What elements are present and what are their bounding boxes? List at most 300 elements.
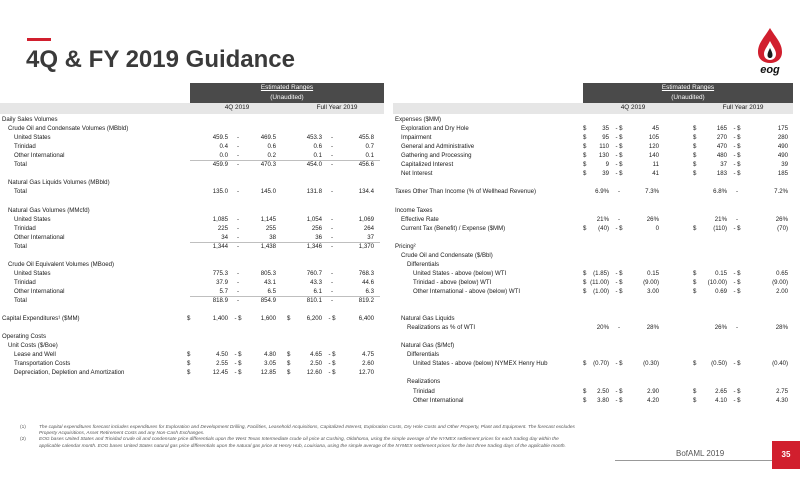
left-high-4q: 470.3	[260, 161, 276, 169]
left-row	[0, 233, 384, 242]
left-high-4q: 4.80	[264, 351, 276, 359]
right-currency-4q: $	[583, 287, 587, 295]
right-low-fy: 2.65	[715, 387, 727, 395]
right-estimated-ranges-header: Estimated Ranges	[583, 83, 793, 93]
right-low-fy: (10.00)	[707, 278, 727, 286]
left-row-label: Unit Costs ($/Boe)	[8, 342, 58, 350]
right-high-fy: 26%	[775, 215, 788, 223]
left-range-sep-fy: -	[330, 224, 334, 232]
left-range-sep-4q: -	[236, 161, 240, 169]
right-currency-4q: $	[583, 269, 587, 277]
left-low-4q: 0.0	[219, 152, 228, 160]
left-low-fy: 1,346	[306, 242, 322, 250]
left-row	[0, 278, 384, 287]
right-row-label: Capitalized Interest	[401, 161, 454, 169]
footer-event-label: BofAML 2019	[676, 449, 725, 458]
right-range-sep-fy: - $	[733, 387, 741, 395]
right-range-sep-4q: - $	[615, 278, 623, 286]
right-row	[393, 215, 793, 224]
left-total-rule	[190, 296, 380, 297]
right-range-sep-fy: - $	[733, 396, 741, 404]
right-row	[393, 187, 793, 196]
left-row-label: Natural Gas Liquids Volumes (MBbld)	[8, 179, 110, 187]
left-row	[0, 169, 384, 178]
right-range-sep-4q: -	[617, 324, 621, 332]
right-low-4q: (1.85)	[593, 269, 609, 277]
right-range-sep-fy: - $	[733, 161, 741, 169]
right-row-label: Taxes Other Than Income (% of Wellhead Revenue)	[395, 188, 537, 196]
left-low-fy: 1,054	[306, 215, 322, 223]
right-high-4q: 4.20	[647, 396, 659, 404]
left-range-sep-4q: - $	[234, 369, 242, 377]
left-row-label: Trinidad	[14, 143, 36, 151]
footnotes	[20, 425, 580, 450]
right-row-label: Differentials	[407, 351, 440, 359]
right-high-fy: 175	[777, 125, 788, 133]
right-high-4q: 28%	[646, 324, 659, 332]
left-high-fy: 819.2	[358, 297, 374, 304]
right-currency-4q: $	[583, 170, 587, 178]
right-low-fy: 480	[716, 152, 727, 160]
right-low-fy: 37	[720, 161, 727, 169]
right-currency-fy: $	[693, 269, 697, 277]
left-currency-4q: $	[187, 351, 191, 359]
right-range-sep-4q: -	[617, 188, 621, 196]
right-row-label: General and Administrative	[401, 143, 475, 151]
right-row-label: Crude Oil and Condensate ($/Bbl)	[401, 251, 493, 259]
right-row	[393, 350, 793, 359]
right-low-4q: 2.50	[597, 387, 609, 395]
right-range-sep-fy: - $	[733, 152, 741, 160]
right-row	[393, 377, 793, 386]
right-high-4q: 0.15	[647, 269, 659, 277]
left-range-sep-fy: -	[330, 233, 334, 241]
right-row	[393, 206, 793, 215]
left-row	[0, 196, 384, 205]
left-low-fy: 12.60	[306, 369, 322, 377]
left-total-rule	[190, 160, 380, 161]
right-low-4q: 95	[602, 134, 609, 142]
left-currency-4q: $	[187, 315, 191, 323]
right-currency-4q: $	[583, 224, 587, 232]
right-row-label: Pricing²	[395, 242, 416, 250]
right-high-4q: 105	[648, 134, 659, 142]
right-currency-fy: $	[693, 360, 697, 368]
right-high-4q: 7.3%	[645, 188, 659, 196]
left-total-rule	[190, 242, 380, 243]
right-high-4q: 120	[648, 143, 659, 151]
right-row-label: Impairment	[401, 134, 432, 142]
right-low-fy: (110)	[713, 224, 727, 232]
right-currency-fy: $	[693, 134, 697, 142]
right-row-label: Trinidad - above (below) WTI	[413, 278, 492, 286]
right-range-sep-4q: - $	[615, 360, 623, 368]
left-row-label: Total	[14, 188, 27, 196]
left-range-sep-fy: -	[330, 188, 334, 196]
left-low-fy: 810.1	[306, 297, 322, 304]
right-row-label: Income Taxes	[395, 206, 433, 214]
left-range-sep-4q: - $	[234, 360, 242, 368]
left-low-4q: 1,400	[212, 315, 228, 323]
right-currency-4q: $	[583, 396, 587, 404]
left-high-4q: 3.05	[264, 360, 276, 368]
logo-text: eog	[760, 64, 780, 76]
left-range-sep-fy: -	[330, 134, 334, 142]
right-low-4q: 20%	[596, 324, 609, 332]
right-range-sep-fy: -	[735, 324, 739, 332]
left-low-4q: 34	[221, 233, 228, 241]
right-row	[393, 341, 793, 350]
right-row-label: Current Tax (Benefit) / Expense ($MM)	[401, 224, 506, 232]
left-row-label: Other International	[14, 152, 65, 160]
right-low-4q: (0.70)	[593, 360, 609, 368]
right-range-sep-4q: - $	[615, 125, 623, 133]
left-row-label: Total	[14, 242, 27, 250]
right-row-label: Effective Rate	[401, 215, 439, 223]
right-low-4q: 110	[599, 143, 609, 151]
left-range-sep-4q: -	[236, 269, 240, 277]
left-currency-4q: $	[187, 369, 191, 377]
right-high-fy: 490	[777, 152, 788, 160]
left-low-4q: 37.9	[216, 278, 228, 286]
left-range-sep-4q: -	[236, 152, 240, 160]
footnote	[20, 425, 580, 437]
right-row	[393, 124, 793, 133]
right-row	[393, 142, 793, 151]
left-currency-fy: $	[287, 351, 291, 359]
right-low-4q: 35	[602, 125, 609, 133]
right-high-fy: 39	[781, 161, 788, 169]
footnote-text: EOG bases United States and Trinidad crude oil and condensate price differentials upon the West Texas Intermediate crude oil price at Cushing, Oklahoma, using the simple average of the NYMEX settlement prices for each trading day within the applicable calendar month. EOG bases United States natural gas price differentials upon the natural gas price at Henry Hub, Louisiana, using the simple average of the NYMEX settlement prices for the last three trading days of the applicable month.	[39, 437, 566, 449]
right-currency-fy: $	[693, 287, 697, 295]
left-low-4q: 12.45	[212, 369, 228, 377]
left-row-label: Trinidad	[14, 224, 36, 232]
left-high-4q: 854.9	[260, 297, 276, 304]
left-row	[0, 350, 384, 359]
right-currency-fy: $	[693, 224, 697, 232]
right-range-sep-4q: - $	[615, 152, 623, 160]
left-high-4q: 469.5	[260, 134, 276, 142]
right-range-sep-4q: - $	[615, 161, 623, 169]
right-low-4q: 39	[602, 170, 609, 178]
left-low-fy: 454.0	[306, 161, 322, 169]
left-high-4q: 805.3	[260, 269, 276, 277]
right-row-label: Expenses ($MM)	[395, 116, 442, 123]
right-range-sep-fy: - $	[733, 143, 741, 151]
left-high-4q: 6.5	[267, 287, 276, 295]
right-high-4q: (0.30)	[643, 360, 659, 368]
right-currency-4q: $	[583, 152, 587, 160]
left-row	[0, 368, 384, 377]
right-row-label: Realizations	[407, 378, 441, 386]
left-range-sep-fy: -	[330, 269, 334, 277]
left-row	[0, 305, 384, 314]
left-range-sep-fy: -	[330, 297, 334, 304]
left-low-fy: 6.1	[313, 287, 322, 295]
left-unaudited-header: (Unaudited)	[190, 93, 384, 103]
left-row	[0, 296, 384, 305]
left-row-label: Other International	[14, 287, 65, 295]
right-row	[393, 242, 793, 251]
left-col-4q: 4Q 2019	[224, 104, 250, 111]
right-range-sep-fy: - $	[733, 224, 741, 232]
left-range-sep-4q: -	[236, 143, 240, 151]
left-range-sep-4q: - $	[234, 315, 242, 323]
left-row	[0, 287, 384, 296]
left-high-fy: 2.60	[362, 360, 374, 368]
right-low-fy: 270	[716, 134, 727, 142]
right-row-label: Other International - above (below) WTI	[413, 287, 521, 295]
left-row	[0, 251, 384, 260]
right-high-fy: (70)	[777, 224, 788, 232]
right-low-4q: (11.00)	[590, 278, 609, 286]
right-currency-4q: $	[583, 161, 587, 169]
right-range-sep-fy: - $	[733, 287, 741, 295]
left-range-sep-fy: - $	[328, 351, 336, 359]
right-row	[393, 224, 793, 233]
left-range-sep-fy: - $	[328, 369, 336, 377]
right-high-fy: 7.2%	[774, 188, 788, 196]
right-row	[393, 178, 793, 187]
left-row	[0, 124, 384, 133]
right-range-sep-4q: - $	[615, 170, 623, 178]
right-row	[393, 387, 793, 396]
left-range-sep-fy: -	[330, 161, 334, 169]
left-range-sep-fy: -	[330, 278, 334, 286]
left-row-label: Depreciation, Depletion and Amortization	[14, 369, 125, 377]
right-currency-fy: $	[693, 170, 697, 178]
right-row	[393, 260, 793, 269]
left-high-fy: 6,400	[358, 315, 374, 323]
right-row	[393, 151, 793, 160]
right-high-4q: 140	[648, 152, 659, 160]
right-low-4q: 6.9%	[595, 188, 609, 196]
left-low-4q: 5.7	[219, 287, 228, 295]
left-low-fy: 453.3	[306, 134, 322, 142]
left-low-4q: 0.4	[219, 143, 228, 151]
right-range-sep-4q: -	[617, 215, 621, 223]
right-range-sep-fy: -	[735, 188, 739, 196]
left-low-fy: 6,200	[306, 315, 322, 323]
left-high-4q: 1,600	[260, 315, 276, 323]
right-row	[393, 251, 793, 260]
left-low-fy: 43.3	[310, 278, 322, 286]
left-row	[0, 206, 384, 215]
right-low-fy: 183	[716, 170, 727, 178]
right-high-4q: 0	[655, 224, 659, 232]
left-high-fy: 6.3	[365, 287, 374, 295]
left-row	[0, 341, 384, 350]
left-range-sep-4q: -	[236, 215, 240, 223]
left-row-label: United States	[14, 215, 51, 223]
right-row	[393, 368, 793, 377]
left-high-fy: 456.6	[358, 161, 374, 169]
right-currency-fy: $	[693, 152, 697, 160]
right-low-fy: 6.8%	[713, 188, 727, 196]
right-row-label: Other International	[413, 396, 464, 404]
right-high-4q: 45	[652, 125, 659, 133]
left-row-label: Natural Gas Volumes (MMcfd)	[8, 206, 90, 214]
left-row	[0, 269, 384, 278]
right-high-fy: 490	[777, 143, 788, 151]
left-high-fy: 134.4	[358, 188, 374, 196]
left-range-sep-fy: -	[330, 215, 334, 223]
left-low-fy: 256	[311, 224, 322, 232]
left-high-fy: 1,069	[358, 215, 374, 223]
left-range-sep-4q: - $	[234, 351, 242, 359]
right-row	[393, 278, 793, 287]
right-range-sep-4q: - $	[615, 269, 623, 277]
right-currency-fy: $	[693, 143, 697, 151]
right-low-fy: 0.15	[715, 269, 727, 277]
right-range-sep-fy: - $	[733, 170, 741, 178]
left-low-fy: 36	[315, 233, 322, 241]
right-range-sep-fy: -	[735, 215, 739, 223]
left-row-label: United States	[14, 134, 51, 142]
right-row-label: Differentials	[407, 260, 440, 268]
left-high-fy: 12.70	[358, 369, 374, 377]
left-range-sep-4q: -	[236, 297, 240, 304]
right-row	[393, 269, 793, 278]
left-low-fy: 0.6	[313, 143, 322, 151]
right-currency-fy: $	[693, 161, 697, 169]
left-range-sep-fy: - $	[328, 315, 336, 323]
right-range-sep-4q: - $	[615, 396, 623, 404]
footnote	[20, 437, 580, 449]
left-low-4q: 2.55	[216, 360, 228, 368]
right-high-4q: (9.00)	[643, 278, 659, 286]
left-row-label: Operating Costs	[2, 333, 47, 341]
left-low-4q: 1,085	[212, 215, 228, 223]
right-row-label: Natural Gas Liquids	[401, 315, 455, 323]
left-row-label: Other International	[14, 233, 65, 241]
right-row	[393, 323, 793, 332]
right-row	[393, 314, 793, 323]
right-low-4q: 130	[598, 152, 609, 160]
left-row	[0, 133, 384, 142]
left-low-4q: 775.3	[212, 269, 228, 277]
right-row-label: Gathering and Processing	[401, 152, 472, 160]
right-row	[393, 169, 793, 178]
right-row	[393, 332, 793, 341]
right-low-fy: 21%	[714, 215, 727, 223]
right-low-fy: 26%	[714, 324, 727, 332]
left-row-label: Crude Oil Equivalent Volumes (MBoed)	[8, 260, 115, 268]
left-range-sep-fy: -	[330, 152, 334, 160]
right-low-fy: 165	[716, 125, 727, 133]
left-low-fy: 4.65	[310, 351, 322, 359]
right-range-sep-4q: - $	[615, 287, 623, 295]
left-col-fy: Full Year 2019	[316, 104, 358, 111]
right-row-label: United States - above (below) WTI	[413, 269, 507, 277]
right-high-4q: 3.00	[647, 287, 659, 295]
right-col-4q: 4Q 2019	[620, 104, 646, 111]
left-low-4q: 459.9	[212, 161, 228, 169]
left-range-sep-fy: -	[330, 287, 334, 295]
left-row	[0, 178, 384, 187]
left-range-sep-4q: -	[236, 242, 240, 250]
right-low-4q: (1.00)	[593, 287, 609, 295]
right-range-sep-fy: - $	[733, 134, 741, 142]
left-row	[0, 142, 384, 151]
right-currency-4q: $	[583, 387, 587, 395]
left-high-fy: 4.75	[362, 351, 374, 359]
left-range-sep-fy: - $	[328, 360, 336, 368]
right-row-label: Net Interest	[401, 170, 433, 178]
left-row-label: Transportation Costs	[14, 360, 71, 368]
left-low-4q: 818.9	[212, 297, 228, 304]
left-high-4q: 0.2	[267, 152, 276, 160]
left-low-4q: 225	[217, 224, 228, 232]
right-currency-4q: $	[583, 134, 587, 142]
right-high-4q: 41	[652, 170, 659, 178]
left-high-fy: 1,370	[358, 242, 374, 250]
right-currency-4q: $	[583, 125, 587, 133]
left-high-fy: 44.6	[362, 278, 374, 286]
right-low-4q: 3.80	[597, 396, 609, 404]
right-high-fy: 2.75	[776, 387, 788, 395]
left-high-fy: 264	[363, 224, 374, 232]
right-low-fy: (0.50)	[711, 360, 727, 368]
left-high-fy: 0.7	[365, 143, 374, 151]
right-row-label: Trinidad	[413, 387, 435, 395]
footnote-text: The capital expenditures forecast includes expenditures for Exploration and Development Drilling, Facilities, Leasehold Acquisitions, Capitalized Interest, Exploration Costs, Dry Hole Costs and Other Property, Plant and Equipment. The forecast excludes Property Acquisitions, Asset Retirement Costs and any Non-Cash Exchanges.	[39, 425, 575, 437]
right-high-fy: 185	[777, 170, 788, 178]
right-high-fy: 4.30	[776, 396, 788, 404]
left-high-4q: 255	[265, 224, 276, 232]
left-row-label: Total	[14, 297, 27, 304]
right-range-sep-fy: - $	[733, 125, 741, 133]
left-range-sep-4q: -	[236, 224, 240, 232]
right-low-fy: 470	[716, 143, 727, 151]
right-range-sep-4q: - $	[615, 143, 623, 151]
right-currency-fy: $	[693, 125, 697, 133]
right-high-4q: 2.90	[647, 387, 659, 395]
left-row	[0, 332, 384, 341]
left-high-fy: 0.1	[365, 152, 374, 160]
left-high-fy: 768.3	[358, 269, 374, 277]
left-currency-4q: $	[187, 360, 191, 368]
left-estimated-ranges-header: Estimated Ranges	[190, 83, 384, 93]
left-high-4q: 1,145	[260, 215, 276, 223]
left-row	[0, 359, 384, 368]
right-currency-fy: $	[693, 396, 697, 404]
right-row	[393, 133, 793, 142]
left-row	[0, 151, 384, 160]
page-title: 4Q & FY 2019 Guidance	[26, 46, 296, 73]
right-range-sep-fy: - $	[733, 269, 741, 277]
left-range-sep-fy: -	[330, 143, 334, 151]
left-row	[0, 260, 384, 269]
right-high-fy: 280	[777, 134, 788, 142]
left-row	[0, 314, 384, 323]
footer-divider	[615, 460, 775, 461]
right-row-label: United States - above (below) NYMEX Henry Hub	[413, 360, 548, 368]
left-low-fy: 2.50	[310, 360, 322, 368]
right-low-fy: 4.10	[715, 396, 727, 404]
right-col-fy: Full Year 2019	[722, 104, 764, 111]
left-row	[0, 187, 384, 196]
right-row-label: Natural Gas ($/Mcf)	[401, 342, 455, 350]
left-row-label: Trinidad	[14, 278, 36, 286]
right-row-label: Exploration and Dry Hole	[401, 125, 469, 133]
right-range-sep-4q: - $	[615, 224, 623, 232]
right-high-fy: 2.00	[776, 287, 788, 295]
right-high-fy: 28%	[775, 324, 788, 332]
left-low-fy: 131.8	[306, 188, 322, 196]
left-row-label: Crude Oil and Condensate Volumes (MBbld)	[8, 125, 129, 133]
left-high-fy: 37	[367, 233, 374, 241]
